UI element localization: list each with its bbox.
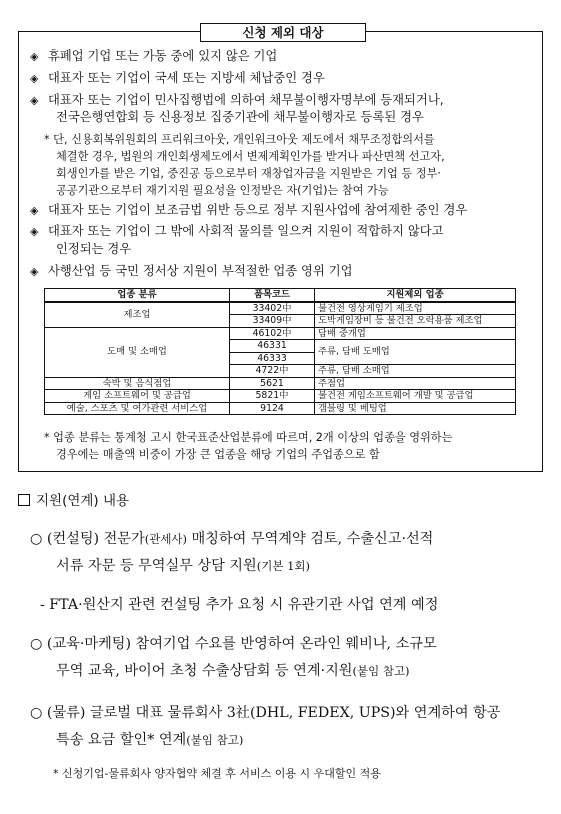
support-item-consulting [30, 526, 433, 553]
code-cell: 46333 [230, 352, 315, 365]
diamond-bullet-icon: ◈ [30, 50, 39, 63]
bullet-text: 대표자 또는 기업이 민사집행법에 의하여 채무불이행자명부에 등재되거나, [48, 93, 444, 107]
item-text: 특송 요금 할인* 연계 [56, 732, 187, 748]
industry-cell: 숙박 및 음식점업 [45, 377, 230, 390]
bullet-text: 사행산업 등 국민 정서상 지원이 부적절한 업종 영위 기업 [48, 264, 353, 278]
code-cell: 33402中 [230, 302, 315, 315]
code-cell: 4722中 [230, 365, 315, 378]
item-small-text: (기본 1회) [256, 559, 310, 573]
diamond-bullet-icon: ◈ [30, 225, 39, 238]
excluded-business-cell: 담배 중개업 [315, 327, 516, 340]
industry-cell: 도매 및 소매업 [45, 327, 230, 377]
column-header: 품목코드 [230, 289, 315, 302]
diamond-bullet-icon: ◈ [30, 265, 39, 278]
industry-cell: 예술, 스포츠 및 여가관련 서비스업 [45, 402, 230, 415]
square-outline-icon [18, 494, 30, 506]
diamond-bullet-icon: ◈ [30, 204, 39, 217]
bullet-text: 대표자 또는 기업이 그 밖에 사회적 물의를 일으켜 지원이 적합하지 않다고 [48, 224, 444, 238]
table-header-row [45, 289, 516, 302]
code-cell: 46331 [230, 340, 315, 353]
excluded-industries-table [44, 288, 516, 415]
excluded-business-cell: 도박게임장비 등 불건전 오락용품 제조업 [315, 315, 516, 328]
note-line: 회생인가를 받은 기업, 중진공 등으로부터 재창업자금을 지원받은 기업 등 정부· [56, 167, 441, 180]
circle-bullet-icon: ○ [30, 705, 43, 721]
support-item-consulting-line2 [56, 553, 310, 580]
bullet-continuation: 전국은행연합회 등 신용정보 집중기관에 채무불이행자로 등록된 경우 [56, 110, 424, 124]
code-cell: 33409中 [230, 315, 315, 328]
exclusion-bullet [30, 47, 277, 66]
footnote: * 신청기업-물류회사 양자협약 체결 후 서비스 이용 시 우대할인 적용 [53, 767, 381, 780]
item-text: (물류) 글로벌 대표 물류회사 3社(DHL, FEDEX, UPS)와 연계하여 항공 [46, 705, 501, 721]
circle-bullet-icon: ○ [30, 636, 43, 652]
excluded-business-cell: 불건전 게임소프트웨어 개발 및 공급업 [315, 390, 516, 403]
table-row [45, 377, 516, 390]
support-item-education [30, 631, 437, 658]
item-text: (컨설팅) 전문가 [46, 531, 145, 547]
code-cell: 46102中 [230, 327, 315, 340]
bullet-text: 대표자 또는 기업이 보조금법 위반 등으로 정부 지원사업에 참여제한 중인 경우 [48, 203, 468, 217]
exclusion-bullet [30, 222, 443, 241]
column-header: 지원제외 업종 [315, 289, 516, 302]
code-cell: 5821中 [230, 390, 315, 403]
note-line: * 업종 분류는 통계청 고시 한국표준산업분류에 따르며, 2개 이상의 업종을 영위하는 [44, 431, 453, 444]
exclusion-bullet [30, 262, 352, 281]
note-line: 체결한 경우, 법원의 개인회생제도에서 변제계획인가를 받거나 파산면책 선고자, [56, 150, 445, 163]
code-cell: 5621 [230, 377, 315, 390]
circle-bullet-icon: ○ [30, 531, 43, 547]
excluded-business-cell: 불건전 영상게임기 제조업 [315, 302, 516, 315]
excluded-business-cell: 주류, 담배 도매업 [315, 340, 516, 365]
item-text: (교육·마케팅) 참여기업 수요를 반영하여 온라인 웨비나, 소규모 [46, 636, 437, 652]
exclusion-bullet [30, 201, 467, 220]
excluded-business-cell: 갬블링 및 베팅업 [315, 402, 516, 415]
table-row [45, 390, 516, 403]
support-subitem-fta: - FTA·원산지 관련 컨설팅 추가 요청 시 유관기관 사업 연계 예정 [40, 597, 439, 613]
excluded-business-cell: 주점업 [315, 377, 516, 390]
support-item-logistics-line2 [56, 727, 243, 754]
note-line: 공공기관으로부터 재기지원 필요성을 인정받은 자(기업)는 참여 가능 [56, 184, 389, 197]
code-cell: 9124 [230, 402, 315, 415]
excluded-business-cell: 주류, 담배 소매업 [315, 365, 516, 378]
section-heading [18, 489, 129, 509]
support-item-logistics [30, 700, 500, 727]
section-title: 지원(연계) 내용 [36, 493, 130, 509]
diamond-bullet-icon: ◈ [30, 94, 39, 107]
exclusion-box-title: 신청 제외 대상 [200, 23, 366, 42]
table-row [45, 327, 516, 340]
support-item-education-line2 [56, 658, 410, 685]
item-text: 매칭하여 무역계약 검토, 수출신고·선적 [187, 531, 434, 547]
bullet-text: 휴폐업 기업 또는 가동 중에 있지 않은 기업 [48, 49, 278, 63]
table-row [45, 302, 516, 315]
industry-cell: 게임 소프트웨어 및 공급업 [45, 390, 230, 403]
bullet-continuation: 인정되는 경우 [56, 242, 132, 256]
table-row [45, 402, 516, 415]
item-text: 무역 교육, 바이어 초청 수출상담회 등 연계·지원 [56, 663, 353, 679]
column-header: 업종 분류 [45, 289, 230, 302]
note-line: * 단, 신용회복위원회의 프리워크아웃, 개인워크아웃 제도에서 채무조정합의서를 [44, 133, 435, 146]
bullet-text: 대표자 또는 기업이 국세 또는 지방세 체납중인 경우 [48, 71, 325, 85]
note-line: 경우에는 매출액 비중이 가장 큰 업종을 해당 기업의 주업종으로 함 [56, 448, 380, 461]
item-small-text: (붙임 참고) [186, 733, 244, 747]
exclusion-bullet [30, 69, 325, 88]
industry-cell: 제조업 [45, 302, 230, 328]
item-text: 서류 자문 등 무역실무 상담 지원 [56, 558, 257, 574]
item-small-text: (관세사) [144, 532, 188, 546]
diamond-bullet-icon: ◈ [30, 72, 39, 85]
item-small-text: (붙임 참고) [352, 664, 410, 678]
